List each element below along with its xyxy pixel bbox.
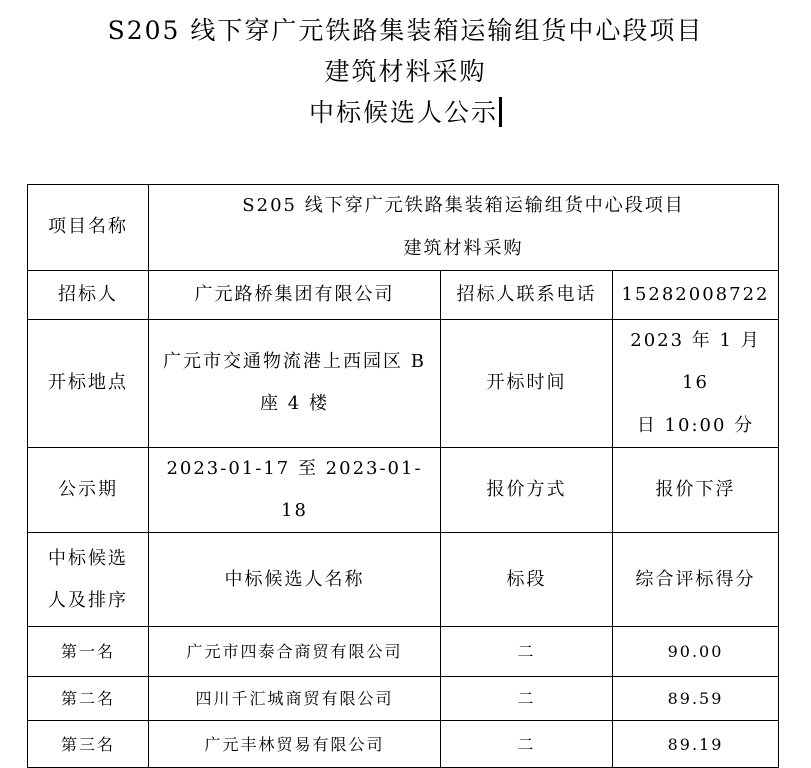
opening-time-value-line-2: 日 10:00 分 — [636, 414, 755, 436]
candidate-name-cell[interactable]: 四川千汇城商贸有限公司 — [149, 677, 441, 721]
opening-time-value-cell[interactable] — [613, 320, 779, 448]
candidate-section-cell[interactable]: 二 — [441, 677, 613, 721]
project-name-label-cell[interactable]: 项目名称 — [28, 185, 149, 271]
quote-method-value-cell[interactable]: 报价下浮 — [613, 447, 779, 533]
doc-title-line-1[interactable] — [0, 10, 811, 51]
candidate-row — [28, 677, 779, 721]
bidder-phone-label-cell[interactable]: 招标人联系电话 — [441, 271, 613, 320]
candidate-section-cell[interactable]: 二 — [441, 627, 613, 677]
opening-location-value-line-1: 广元市交通物流港上西园区 B — [163, 351, 426, 373]
document-title — [0, 0, 811, 133]
candidate-name-header-cell[interactable]: 中标候选人名称 — [149, 533, 441, 627]
opening-location-value-line-2: 座 4 楼 — [260, 393, 329, 415]
project-name-value-cell[interactable] — [149, 185, 779, 271]
opening-location-label-cell[interactable]: 开标地点 — [28, 320, 149, 448]
candidate-rank-cell[interactable]: 第二名 — [28, 677, 149, 721]
bidder-label-cell[interactable]: 招标人 — [28, 271, 149, 320]
candidate-row — [28, 721, 779, 768]
text-cursor — [499, 97, 502, 127]
candidate-score-cell[interactable]: 90.00 — [613, 627, 779, 677]
candidate-rank-header-line-2: 人及排序 — [48, 589, 128, 611]
candidate-rank-cell[interactable]: 第一名 — [28, 627, 149, 677]
candidate-name-cell[interactable]: 广元丰林贸易有限公司 — [149, 721, 441, 768]
project-name-value-line-1: S205 线下穿广元铁路集装箱运输组货中心段项目 — [242, 195, 685, 217]
candidate-rank-header-line-1: 中标候选 — [48, 547, 128, 569]
candidate-rank-header-cell[interactable] — [28, 533, 149, 627]
publicity-period-value-cell[interactable]: 2023-01-17 至 2023-01-18 — [149, 447, 441, 533]
section-header-cell[interactable]: 标段 — [441, 533, 613, 627]
bidder-phone-value-cell[interactable]: 15282008722 — [613, 271, 779, 320]
announcement-table — [27, 184, 779, 768]
project-name-row — [28, 185, 779, 271]
candidate-name-cell[interactable]: 广元市四泰合商贸有限公司 — [149, 627, 441, 677]
opening-location-value-cell[interactable] — [149, 320, 441, 448]
candidate-header-row — [28, 533, 779, 627]
candidate-row — [28, 627, 779, 677]
bidder-value-cell[interactable]: 广元路桥集团有限公司 — [149, 271, 441, 320]
bidder-row — [28, 271, 779, 320]
opening-row — [28, 320, 779, 448]
candidate-score-cell[interactable]: 89.59 — [613, 677, 779, 721]
project-name-value-line-2: 建筑材料采购 — [403, 237, 524, 259]
opening-time-label-cell[interactable]: 开标时间 — [441, 320, 613, 448]
score-header-cell[interactable]: 综合评标得分 — [613, 533, 779, 627]
publicity-row — [28, 447, 779, 533]
candidate-rank-cell[interactable]: 第三名 — [28, 721, 149, 768]
doc-title-line-3[interactable] — [0, 92, 811, 133]
doc-title-line-2-text: 建筑材料采购 — [324, 57, 487, 86]
candidate-score-cell[interactable]: 89.19 — [613, 721, 779, 768]
quote-method-label-cell[interactable]: 报价方式 — [441, 447, 613, 533]
doc-title-line-1-text: S205 线下穿广元铁路集装箱运输组货中心段项目 — [107, 16, 704, 45]
publicity-period-label-cell[interactable]: 公示期 — [28, 447, 149, 533]
opening-time-value-line-1: 2023 年 1 月 16 — [630, 330, 761, 394]
candidate-section-cell[interactable]: 二 — [441, 721, 613, 768]
doc-title-line-3-text: 中标候选人公示 — [308, 98, 498, 127]
doc-title-line-2[interactable] — [0, 51, 811, 92]
